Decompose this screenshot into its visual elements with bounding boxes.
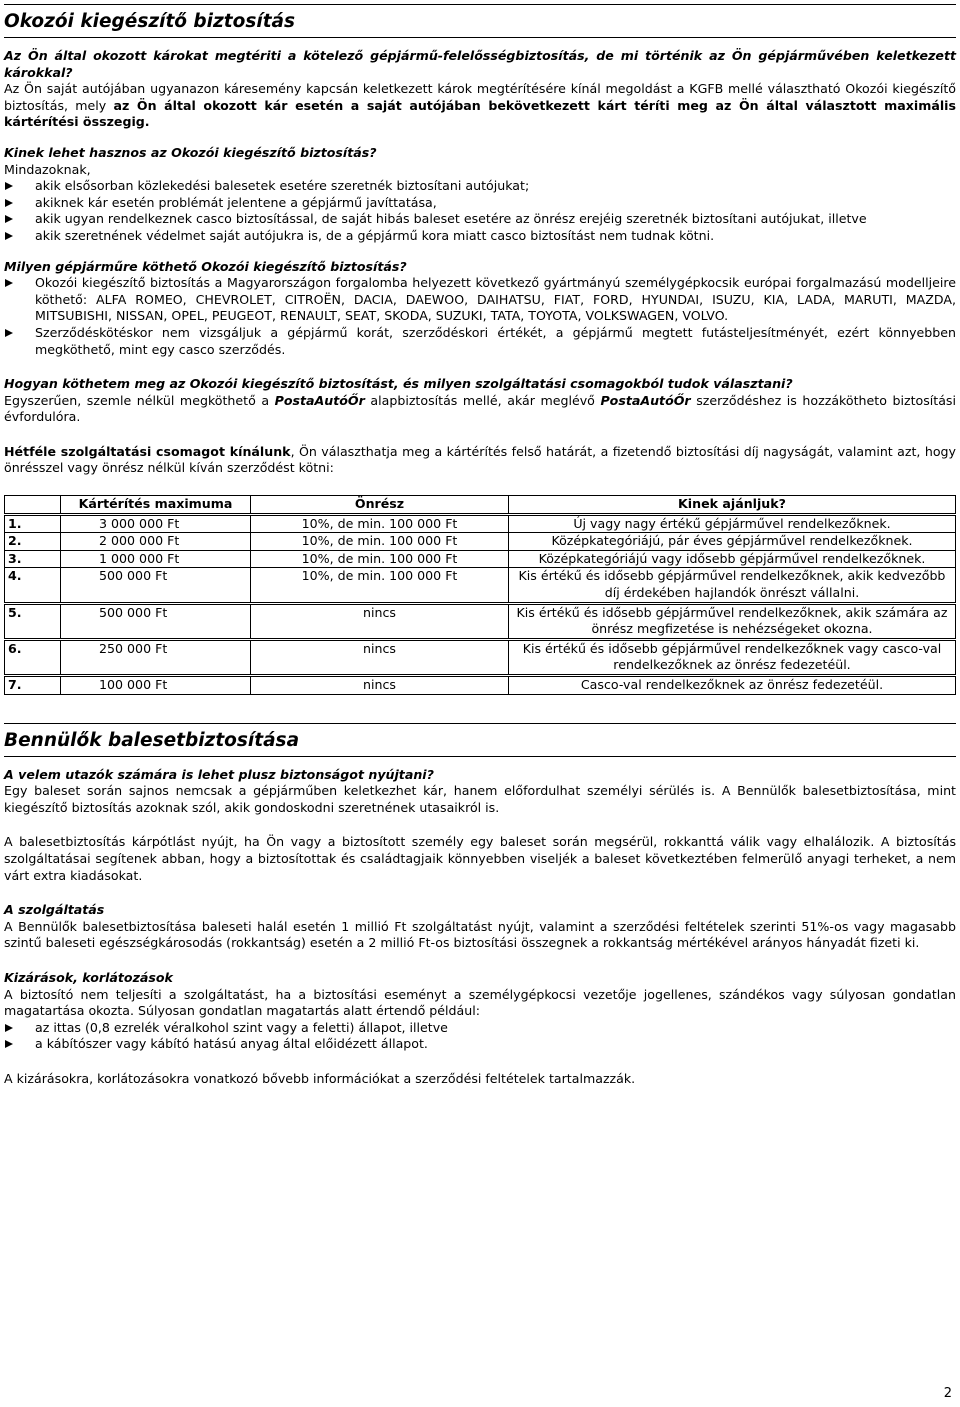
service-heading: A szolgáltatás <box>4 902 105 918</box>
row-max: 3 000 000 Ft <box>61 514 251 533</box>
table-header-number <box>5 496 61 515</box>
vehicle-list <box>4 275 956 358</box>
who-item: akik szeretnének védelmet saját autójukra is, de a gépjármű kora miatt casco biztosítást nem tudnak kötni. <box>4 228 956 245</box>
row-max: 250 000 Ft <box>61 639 251 675</box>
how-text-3: szerződéshez is hozzákötheto biztosítási évfordulóra. <box>4 392 956 425</box>
section-title-okozoi: Okozói kiegészítő biztosítás <box>4 4 956 38</box>
passenger-question: A velem utazók számára is lehet plusz biztonságot nyújtani? <box>4 766 434 782</box>
row-number: 7. <box>5 676 61 695</box>
row-deductible: 10%, de min. 100 000 Ft <box>251 568 509 603</box>
packages-text: , Ön választhatja meg a kártérítés felső határát, a fizetendő biztosítási díj nagyságát, valamint azt, hogy önrésszel vagy önrész nélkül kíván szerződést kötni: <box>4 443 956 476</box>
table-row <box>5 550 956 568</box>
brand-name: PostaAutóŐr <box>274 392 365 408</box>
exclusions-list <box>4 1020 956 1053</box>
table-row <box>5 568 956 603</box>
table-row <box>5 676 956 695</box>
intro-paragraph <box>4 81 956 131</box>
row-number: 2. <box>5 533 61 551</box>
row-max: 500 000 Ft <box>61 603 251 639</box>
row-recommended: Középkategóriájú, pár éves gépjárművel rendelkezőknek. <box>509 533 956 551</box>
row-recommended: Casco-val rendelkezőknek az önrész fedezetéül. <box>509 676 956 695</box>
exclusion-item: a kábítószer vagy kábító hatású anyag által előidézett állapot. <box>4 1036 956 1053</box>
who-item: akik elsősorban közlekedési balesetek esetére szeretnék biztosítani autójukat; <box>4 178 956 195</box>
row-max: 2 000 000 Ft <box>61 533 251 551</box>
row-recommended: Kis értékű és idősebb gépjárművel rendelkezőknek vagy casco-val rendelkezőknek az önrész fedezetéül. <box>509 639 956 675</box>
section-title-bennulok: Bennülők balesetbiztosítása <box>4 723 956 757</box>
brand-name: PostaAutóŐr <box>600 392 691 408</box>
intro-question: Az Ön által okozott károkat megtériti a kötelező gépjármű-felelősségbiztosítás, de mi történik az Ön gépjárművében keletkezett károkkal? <box>4 48 956 80</box>
how-text-1: Egyszerűen, szemle nélkül megköthető a <box>4 392 275 408</box>
row-deductible: nincs <box>251 639 509 675</box>
table-header-row <box>5 496 956 515</box>
page-number: 2 <box>943 1386 952 1401</box>
table-row <box>5 639 956 675</box>
table-row <box>5 533 956 551</box>
packages-table <box>4 495 956 695</box>
service-paragraph: A Bennülők balesetbiztosítása baleseti halál esetén 1 millió Ft szolgáltatást nyújt, valamint a szerződési feltételek szerinti 51%-os vagy magasabb szintű baleseti egészségkárosodás (rokkantság) esetén a 2 millió Ft-os biztosítási összegnek a rokkantság mértékével arányos hányadát fizeti ki. <box>4 918 956 951</box>
packages-paragraph <box>4 444 956 477</box>
exclusions-heading: Kizárások, korlátozások <box>4 969 173 985</box>
table-header-max: Kártérítés maximuma <box>61 496 251 515</box>
row-max: 100 000 Ft <box>61 676 251 695</box>
passenger-paragraph-1: Egy baleset során sajnos nemcsak a gépjárműben keletkezhet kár, hanem előfordulhat személyi sérülés is. A Bennülők balesetbiztosítása, mint kiegészítő biztosítás azoknak szól, akik gondoskodni szeretnének utasaikról is. <box>4 783 956 815</box>
row-recommended: Középkategóriájú vagy idősebb gépjárművel rendelkezőknek. <box>509 550 956 568</box>
exclusions-paragraph: A biztosító nem teljesíti a szolgáltatást, ha a biztosítási eseményt a személygépkocsi vezetője jogellenes, szándékos vagy súlyosan gondatlan magatartása okozta. Súlyosan gondatlan magatartás alatt értendő például: <box>4 986 956 1019</box>
row-deductible: nincs <box>251 603 509 639</box>
how-heading: Hogyan köthetem meg az Okozói kiegészítő biztosítást, és milyen szolgáltatási csomagokból tudok választani? <box>4 376 793 392</box>
who-heading: Kinek lehet hasznos az Okozói kiegészítő biztosítás? <box>4 144 377 160</box>
row-number: 3. <box>5 550 61 568</box>
intro-bold-text: az Ön által okozott kár esetén a saját autójában bekövetkezett kárt téríti meg az Ön által választott maximális kártérítési összegig. <box>4 97 956 130</box>
table-row <box>5 514 956 533</box>
how-text-2: alapbiztosítás mellé, akár meglévő <box>364 392 601 408</box>
packages-bold: Hétféle szolgáltatási csomagot kínálunk <box>4 443 291 459</box>
document-page <box>4 0 956 1088</box>
row-recommended: Új vagy nagy értékű gépjárművel rendelkezőknek. <box>509 514 956 533</box>
exclusion-item: az ittas (0,8 ezrelék véralkohol szint vagy a feletti) állapot, illetve <box>4 1020 956 1037</box>
who-item: akik ugyan rendelkeznek casco biztosítással, de saját hibás baleset esetére az önrész erejéig szeretnék biztosítani autójukat, illetve <box>4 211 956 228</box>
row-number: 1. <box>5 514 61 533</box>
closing-paragraph: A kizárásokra, korlátozásokra vonatkozó bővebb információkat a szerződési feltételek tartalmazzák. <box>4 1070 636 1086</box>
row-deductible: 10%, de min. 100 000 Ft <box>251 514 509 533</box>
intro-text: Az Ön saját autójában ugyanazon káresemény kapcsán keletkezett károk megtérítésére kínál megoldást a KGFB mellé választható Okozói kiegészítő biztosítás, mely <box>4 81 956 113</box>
vehicle-heading: Milyen gépjárműre köthető Okozói kiegészítő biztosítás? <box>4 258 407 274</box>
table-row <box>5 603 956 639</box>
row-number: 6. <box>5 639 61 675</box>
row-number: 4. <box>5 568 61 603</box>
row-deductible: 10%, de min. 100 000 Ft <box>251 533 509 551</box>
row-number: 5. <box>5 603 61 639</box>
passenger-paragraph-2: A balesetbiztosítás kárpótlást nyújt, ha Ön vagy a biztosított személy egy baleset során megsérül, rokkanttá válik vagy elhalálozik. A biztosítás szolgáltatásai segítenek abban, hogy a biztosítottak és családtagjaik könnyebben viseljék a baleset következtében felmerülő anyagi terheket, a nem várt extra kiadásokat. <box>4 834 956 883</box>
row-max: 500 000 Ft <box>61 568 251 603</box>
row-recommended: Kis értékű és idősebb gépjárművel rendelkezőknek, akik számára az önrész megfizetése is nehézségeket okozna. <box>509 603 956 639</box>
row-deductible: 10%, de min. 100 000 Ft <box>251 550 509 568</box>
row-deductible: nincs <box>251 676 509 695</box>
vehicle-item: Okozói kiegészítő biztosítás a Magyarországon forgalomba helyezett következő gyártmányú személygépkocsik európai forgalmazású modelljeire köthető: ALFA ROMEO, CHEVROLET, CITROËN, DACIA, DAEWOO, DAIHATSU, FIAT, FORD, HYUNDAI, ISUZU, KIA, LADA, MARUTI, MAZDA, MITSUBISHI, NISSAN, OPEL, PEUGEOT, RENAULT, SEAT, SKODA, SUZUKI, TATA, TOYOTA, VOLKSWAGEN, VOLVO. <box>4 275 956 325</box>
table-header-recommended: Kinek ajánljuk? <box>509 496 956 515</box>
vehicle-item: Szerződéskötéskor nem vizsgáljuk a gépjármű korát, szerződéskori értékét, a gépjármű megtett futásteljesítményét, ezért könnyebben megköthető, mint egy casco szerződés. <box>4 325 956 358</box>
who-list <box>4 178 956 244</box>
how-paragraph <box>4 393 956 426</box>
who-intro: Mindazoknak, <box>4 161 91 177</box>
row-recommended: Kis értékű és idősebb gépjárművel rendelkezőknek, akik kedvezőbb díj érdekében hajlandók önrészt vállalni. <box>509 568 956 603</box>
who-item: akiknek kár esetén problémát jelentene a gépjármű javíttatása, <box>4 195 956 212</box>
table-header-deductible: Önrész <box>251 496 509 515</box>
row-max: 1 000 000 Ft <box>61 550 251 568</box>
